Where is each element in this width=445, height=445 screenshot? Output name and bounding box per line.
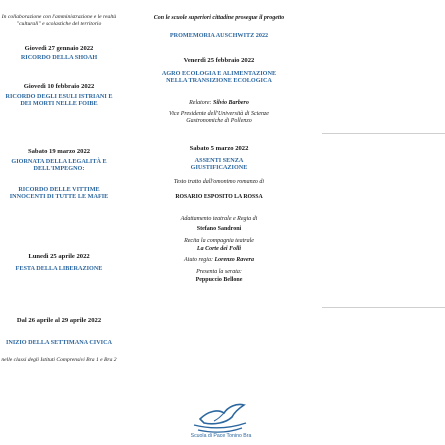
event-date: Giovedì 10 febbraio 2022 [23, 83, 95, 90]
company-intro: Recita la compagnia teatrale [184, 238, 254, 244]
adaptation-note: Adattamento teatrale e Regia di [180, 216, 258, 222]
assistant-name: Lorenzo Ravera [214, 257, 254, 263]
event-title: RICORDO DELLA SHOAH [20, 54, 98, 61]
divider [322, 133, 445, 134]
assistant-line [146, 257, 292, 264]
event-title: AGRO ECOLOGIA E ALIMENTAZIONE NELLA TRANSIZIONE ECOLOGICA [161, 70, 277, 85]
event-title: GIORNATA DELLA LEGALITÀ E DELL'IMPEGNO: [11, 158, 107, 173]
event-title: ASSENTI SENZA GIUSTIFICAZIONE [190, 157, 248, 172]
event-title: INIZIO DELLA SETTIMANA CIVICA [5, 339, 113, 346]
event-subtitle: RICORDO DELLE VITTIME INNOCENTI DI TUTTE LE MAFIE [9, 186, 109, 201]
event-date: Venerdì 25 febbraio 2022 [183, 57, 255, 64]
event-date: Dal 26 aprile al 29 aprile 2022 [16, 317, 102, 324]
event-date: Giovedì 27 gennaio 2022 [24, 45, 94, 52]
event-date: Lunedì 25 aprile 2022 [28, 253, 90, 260]
event-title: RICORDO DEGLI ESULI ISTRIANI E DEI MORTI NELLE FOIBE [5, 93, 113, 108]
speaker-name: Silvio Barbero [213, 100, 249, 106]
event-note: nelle classi degli Istituti Comprensivi Bra 1 e Bra 2 [1, 357, 117, 363]
host-name: Peppuccio Bellone [195, 277, 243, 283]
dove-icon [190, 399, 250, 433]
project-title: PROMEMORIA AUSCHWITZ 2022 [169, 32, 269, 39]
book-author: ROSARIO ESPOSITO LA ROSSA [175, 194, 263, 200]
speaker-label: Relatore: [189, 100, 212, 106]
collaboration-note: In collaborazione con l'amministrazione e le realtà "culturali" e scolastiche del territorio [1, 14, 117, 27]
company-name: La Corte dei Folli [196, 246, 242, 252]
assistant-label: Aiuto regia: [184, 257, 213, 263]
director-name: Stefano Sandroni [196, 226, 242, 232]
speaker-role: Vice Presidente dell'Università di Scienze Gastronomiche di Pollenzo [169, 111, 269, 125]
event-description: Testo tratto dall'omonimo romanzo di [173, 179, 265, 185]
project-intro: Con le scuole superiori cittadine prosegue il progetto [153, 15, 285, 21]
divider [322, 307, 445, 308]
host-intro: Presenta la serata: [196, 269, 242, 275]
speaker-line [146, 100, 292, 107]
school-logo-caption: Scuola di Pace Tonino Bra [190, 433, 252, 439]
event-date: Sabato 19 marzo 2022 [27, 148, 91, 155]
event-date: Sabato 5 marzo 2022 [189, 145, 249, 152]
event-title: FESTA DELLA LIBERAZIONE [15, 265, 103, 272]
